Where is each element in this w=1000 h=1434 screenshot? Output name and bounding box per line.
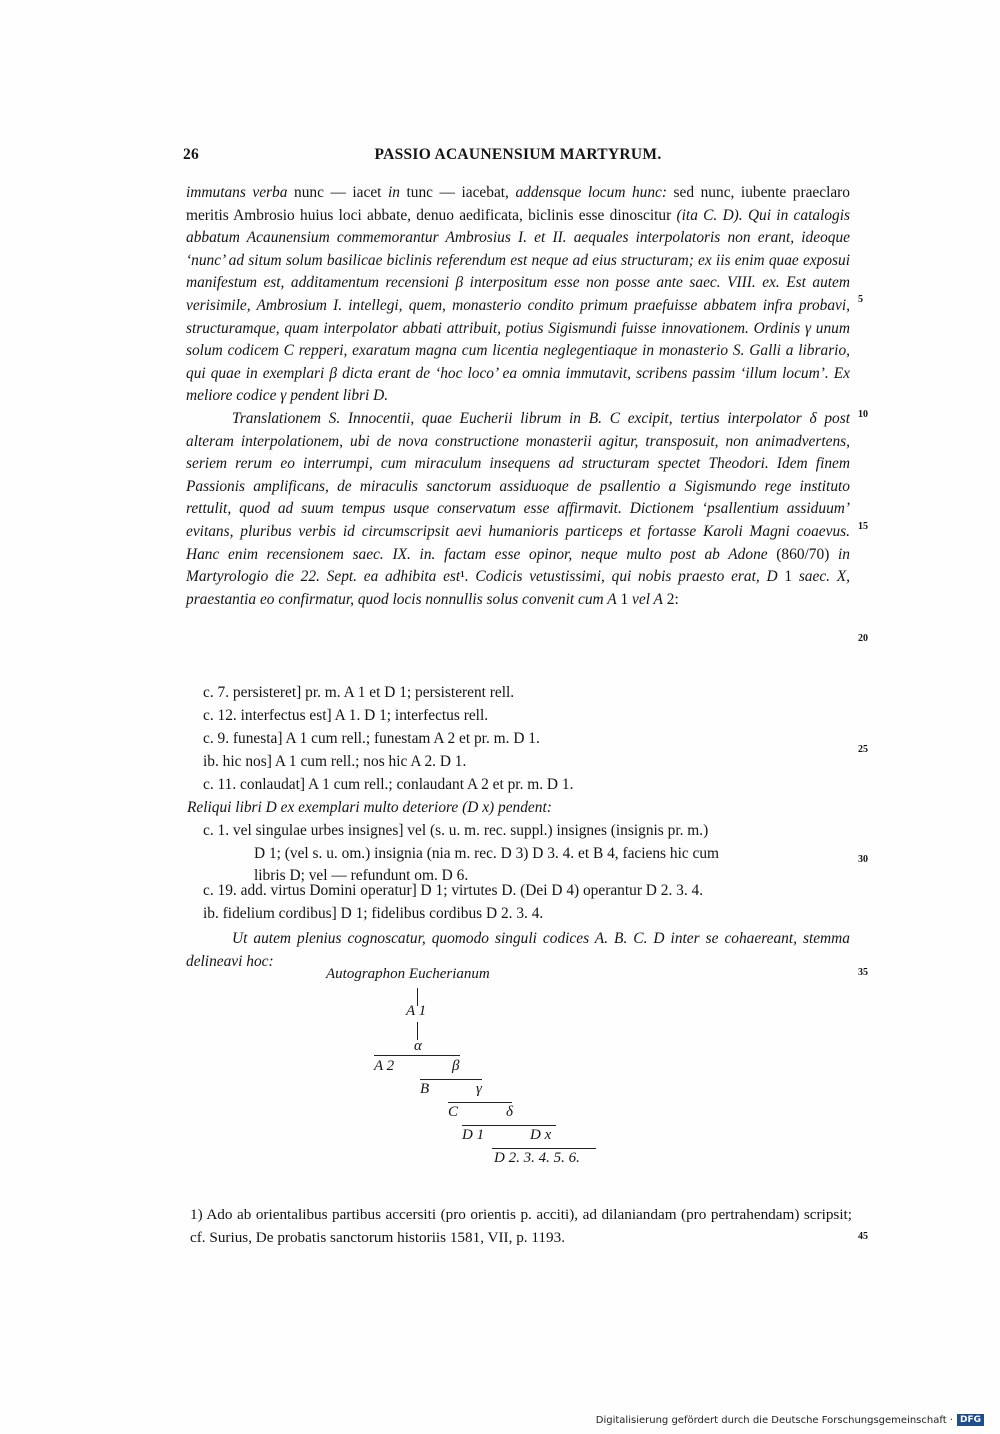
apparatus-entry: c. 7. persisteret] pr. m. A 1 et D 1; persisterent rell. bbox=[203, 684, 515, 701]
apparatus-entry: c. 11. conlaudat] A 1 cum rell.; conlaudant A 2 et pr. m. D 1. bbox=[203, 776, 574, 793]
stemma-d-rest: D 2. 3. 4. 5. 6. bbox=[494, 1150, 580, 1166]
stemma-line bbox=[462, 1125, 556, 1126]
stemma-a2: A 2 bbox=[374, 1058, 395, 1074]
apparatus-entry: c. 9. funesta] A 1 cum rell.; funestam A 2 et pr. m. D 1. bbox=[203, 730, 540, 747]
stemma-dx: D x bbox=[530, 1127, 552, 1143]
stemma-c: C bbox=[448, 1104, 459, 1120]
line-number: 35 bbox=[858, 967, 868, 978]
text-run: immutans verba bbox=[186, 184, 288, 201]
credit-text: Digitalisierung gefördert durch die Deutsche Forschungsgemeinschaft · bbox=[595, 1414, 953, 1426]
line-number: 25 bbox=[858, 744, 868, 755]
stemma-b: B bbox=[420, 1081, 430, 1097]
line-number: 20 bbox=[858, 633, 868, 644]
apparatus-continuation: D 1; (vel s. u. om.) insignia (nia m. rec. D 3) D 3. 4. et B 4, faciens hic cum bbox=[254, 845, 720, 862]
stemma-line bbox=[492, 1148, 596, 1149]
text-run: 2: bbox=[662, 590, 679, 608]
line-number: 45 bbox=[858, 1231, 868, 1242]
text-run: nunc — iacet bbox=[287, 184, 388, 201]
line-number: 5 bbox=[858, 294, 863, 305]
text-run: in bbox=[387, 184, 400, 201]
reliqui-heading: Reliqui libri D ex exemplari multo deteriore (D x) pendent: bbox=[187, 799, 552, 816]
line-number: 15 bbox=[858, 521, 868, 532]
apparatus-entry: ib. hic nos] A 1 cum rell.; nos hic A 2. D 1. bbox=[203, 753, 467, 770]
text-run: 1 bbox=[777, 568, 799, 586]
text-run: vel A bbox=[632, 590, 663, 608]
digitization-credit bbox=[596, 1414, 984, 1426]
stemma-gamma: γ bbox=[476, 1081, 482, 1097]
running-header bbox=[183, 146, 853, 168]
paragraph-translatio bbox=[186, 408, 850, 611]
apparatus-entry: c. 1. vel singulae urbes insignes] vel (s. u. m. rec. suppl.) insignes (insignis pr. m.) bbox=[203, 822, 709, 839]
text-run: ¹ bbox=[460, 568, 465, 586]
paragraph-stemma-discussion bbox=[186, 182, 850, 408]
line-number: 10 bbox=[858, 409, 868, 420]
text-run: (ita C. D). Qui in catalogis abbatum Acaunensium commemorantur Ambrosius I. et II. aequales interpolatoris non erant, ideoque ‘nunc’ ad situm solum basilicae biclinis referendum est neque ad eius structuram; ex iis enim quae exposui manifestum est, additamentum recensioni β interpositum esse non posse ante saec. VIII. ex. Est autem verisimile, Ambrosium I. intellegi, quem, monasterio condito primum praefuisse abbatem infra probavi, structuramque, quam interpolator abbati attribuit, potius Sigismundi fuisse innovationem. Ordinis γ unum solum codicem C repperi, exaratum magna cum licentia neglegentiaque in monasterio S. Galli a librario, qui quae in exemplari β dicta erant de ‘hoc loco’ ea omnia immutavit, scribens passim ‘illum locum’. Ex meliore codice γ pendent libri D. bbox=[186, 206, 850, 405]
stemma-root: Autographon Eucherianum bbox=[326, 966, 490, 982]
apparatus-entry: c. 19. add. virtus Domini operatur] D 1; virtutes D. (Dei D 4) operantur D 2. 3. 4. bbox=[203, 882, 704, 899]
stemma-delta: δ bbox=[506, 1104, 513, 1120]
stemma-line bbox=[420, 1079, 482, 1080]
stemma-line bbox=[374, 1055, 460, 1056]
footnote-text: 1) Ado ab orientalibus partibus accersiti (pro orientis p. acciti), ad dilaniandam (pro pertrahendam) scripsit; cf. Surius, De probatis sanctorum historiis 1581, VII, p. 1193. bbox=[190, 1206, 852, 1246]
stemma-beta: β bbox=[452, 1058, 460, 1074]
apparatus-entry: ib. fidelium cordibus] D 1; fidelibus cordibus D 2. 3. 4. bbox=[203, 905, 544, 922]
text-run: tunc — iacebat, bbox=[399, 184, 516, 201]
running-title: PASSIO ACAUNENSIUM MARTYRUM. bbox=[374, 146, 662, 163]
dfg-logo: DFG bbox=[957, 1414, 984, 1426]
text-run: in Martyrologio die 22. Sept. ea adhibita est bbox=[186, 545, 851, 586]
text-run: sed nunc, iubente praeclaro meritis Ambrosio huius loci abbate, denuo aedificata, biclinis esse dinoscitur bbox=[186, 184, 851, 224]
text-run: 1 bbox=[616, 590, 633, 608]
text-run: A bbox=[607, 590, 617, 608]
stemma-d1: D 1 bbox=[462, 1127, 485, 1143]
page-number: 26 bbox=[183, 146, 200, 163]
stemma-diagram bbox=[326, 966, 620, 1176]
apparatus-continuation: libris D; vel — refundunt om. D 6. bbox=[254, 867, 469, 884]
main-text bbox=[186, 182, 850, 611]
stemma-alpha: α bbox=[414, 1038, 422, 1054]
text-run: . Codicis vetustissimi, qui nobis praesto erat, bbox=[464, 568, 767, 586]
text-run: (860/70) bbox=[767, 545, 839, 563]
stemma-line bbox=[448, 1102, 512, 1103]
text-run: saec. X, praestantia eo confirmatur, quod locis nonnullis solus convenit cum bbox=[186, 568, 851, 608]
paragraph-stemma-intro: Ut autem plenius cognoscatur, quomodo singuli codices A. B. C. D inter se cohaereant, stemma delineavi hoc: bbox=[186, 930, 850, 970]
text-run: D bbox=[766, 568, 778, 586]
footnote bbox=[190, 1203, 852, 1249]
text-run: addensque locum hunc: bbox=[515, 184, 668, 201]
text-run: Translationem S. Innocentii, quae Eucherii librum in B. C excipit, tertius interpolator δ post alteram interpolationem, ubi de nova constructione monasterii agitur, transposuit, non animadvertens, seriem rerum eo interrumpi, cum miraculum insequens ad structuram spectet Theodori. Idem finem Passionis amplificans, de miraculis sanctorum assiduoque de psallentio a Sigismundo rege instituto rettulit, quod ad suum tempus usque conservatum esse affirmavit. Dictionem ‘psallentium assiduum’ evitans, pluribus verbis id circumscripsit aevi humanioris particeps et fortasse Karoli Magni coaevus. Hanc enim recensionem saec. IX. in. factam esse opinor, neque multo post ab Adone bbox=[186, 409, 850, 563]
apparatus-entry: c. 12. interfectus est] A 1. D 1; interfectus rell. bbox=[203, 707, 489, 724]
stemma-a1: A 1 bbox=[406, 1003, 427, 1019]
line-number: 30 bbox=[858, 854, 868, 865]
